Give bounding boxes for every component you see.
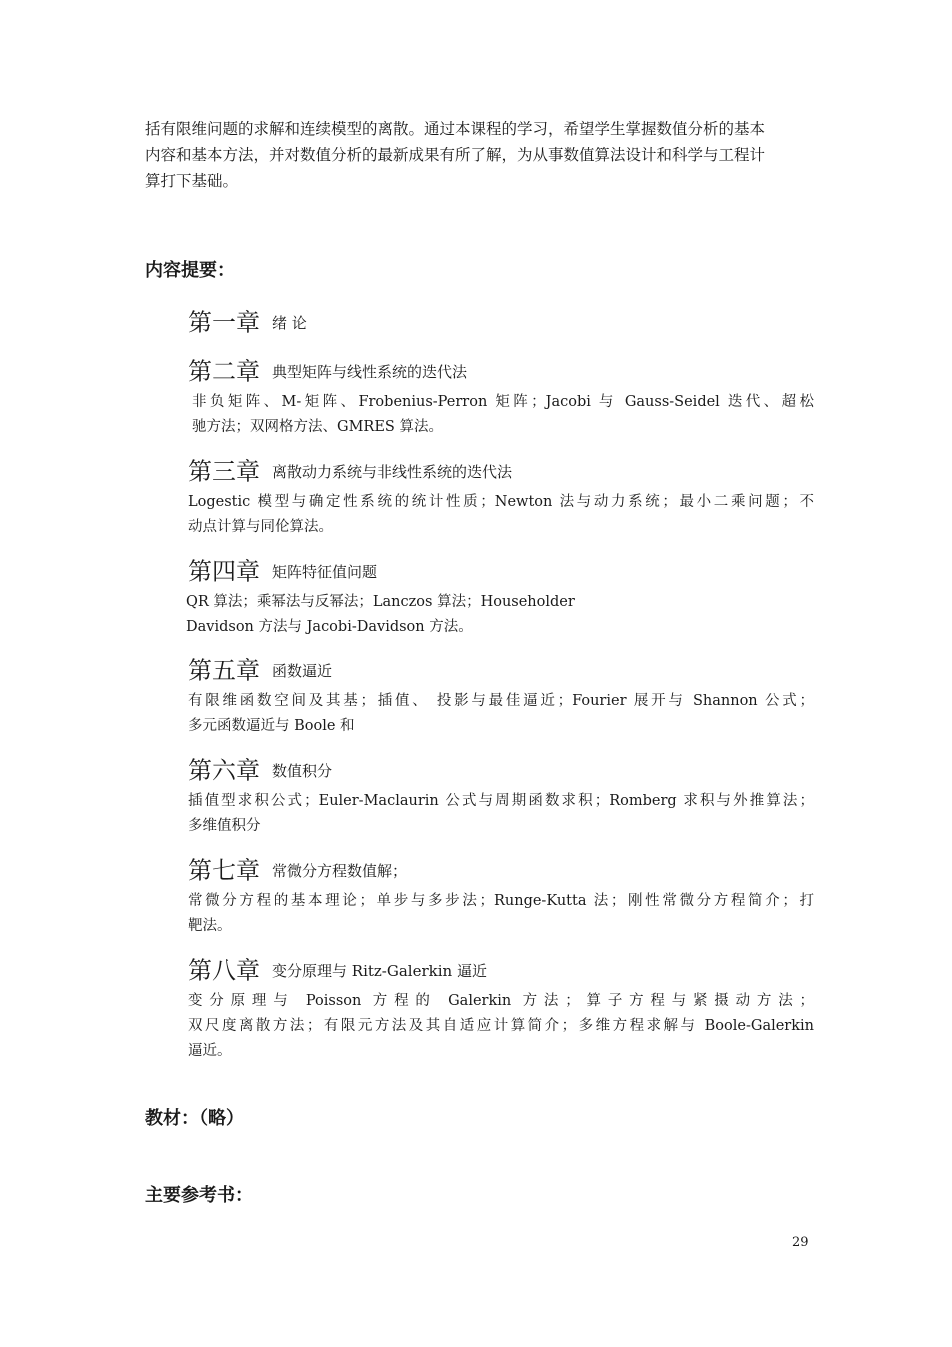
body-line: 常微分方程的基本理论；单步与多步法；Runge-Kutta 法；刚性常微分方程简介；打 [188, 893, 814, 909]
chapter-4 [188, 554, 814, 640]
body-line: 变分原理与 Poisson 方程的 Galerkin 方法；算子方程与紧摄动方法； [188, 993, 814, 1009]
chapter-number: 第一章 [188, 308, 260, 337]
chapter-body [188, 689, 814, 739]
intro-line: 算打下基础。 [145, 172, 239, 190]
chapter-title: 矩阵特征值问题 [272, 562, 378, 581]
body-line: Logestic 模型与确定性系统的统计性质；Newton 法与动力系统；最小二乘问题；不 [188, 494, 814, 510]
chapter-3 [188, 454, 814, 540]
chapter-1 [188, 305, 814, 339]
intro-line: 括有限维问题的求解和连续模型的离散。通过本课程的学习，希望学生掌握数值分析的基本 [145, 120, 766, 138]
content-summary-heading: 内容提要： [145, 260, 235, 281]
intro-line: 内容和基本方法，并对数值分析的最新成果有所了解，为从事数值算法设计和科学与工程计 [145, 146, 766, 164]
page-number: 29 [792, 1235, 809, 1250]
chapter-title: 离散动力系统与非线性系统的迭代法 [272, 462, 513, 481]
chapter-number: 第二章 [188, 357, 260, 386]
chapter-body [188, 789, 814, 839]
chapter-title: 变分原理与 Ritz-Galerkin 逼近 [272, 961, 487, 980]
chapter-number: 第七章 [188, 856, 260, 885]
body-line: 多元函数逼近与 Boole 和 [188, 718, 355, 734]
body-line: 双尺度离散方法；有限元方法及其自适应计算简介；多维方程求解与 Boole-Galerkin [188, 1018, 814, 1034]
chapter-body [188, 989, 814, 1064]
chapter-7 [188, 853, 814, 939]
textbook-heading: 教材：（略） [145, 1108, 244, 1129]
body-line: 驰方法；双网格方法、GMRES 算法。 [192, 419, 443, 435]
body-line: 非负矩阵、M-矩阵、Frobenius-Perron 矩阵；Jacobi 与 Gauss-Seidel 迭代、超松 [192, 394, 814, 410]
chapter-title: 函数逼近 [272, 661, 333, 680]
body-line: 靶法。 [188, 918, 232, 934]
body-line: 多维值积分 [188, 818, 261, 834]
references-heading: 主要参考书： [145, 1185, 253, 1206]
intro-paragraph [145, 116, 815, 194]
chapter-number: 第八章 [188, 956, 260, 985]
chapter-2 [188, 354, 814, 440]
body-line: 插值型求积公式；Euler-Maclaurin 公式与周期函数求积；Romberg 求积与外推算法； [188, 793, 814, 809]
chapter-body [188, 390, 814, 440]
body-line: 动点计算与同伦算法。 [188, 519, 333, 535]
chapter-body [188, 490, 814, 540]
chapter-number: 第五章 [188, 656, 260, 685]
body-line: Davidson 方法与 Jacobi-Davidson 方法。 [186, 619, 473, 635]
body-line: QR 算法；乘幂法与反幂法；Lanczos 算法；Householder [186, 594, 575, 610]
chapter-number: 第四章 [188, 557, 260, 586]
chapter-number: 第三章 [188, 457, 260, 486]
chapter-6 [188, 753, 814, 839]
chapter-title: 绪 论 [272, 313, 307, 332]
chapter-body [188, 889, 814, 939]
chapter-title: 数值积分 [272, 761, 333, 780]
body-line: 逼近。 [188, 1043, 232, 1059]
chapter-8 [188, 953, 814, 1064]
chapter-number: 第六章 [188, 756, 260, 785]
chapter-body [186, 590, 814, 640]
chapter-5 [188, 653, 814, 739]
chapter-title: 典型矩阵与线性系统的迭代法 [272, 362, 468, 381]
chapter-title: 常微分方程数值解； [272, 861, 408, 880]
body-line: 有限维函数空间及其基；插值、 投影与最佳逼近；Fourier 展开与 Shannon 公式； [188, 693, 814, 709]
